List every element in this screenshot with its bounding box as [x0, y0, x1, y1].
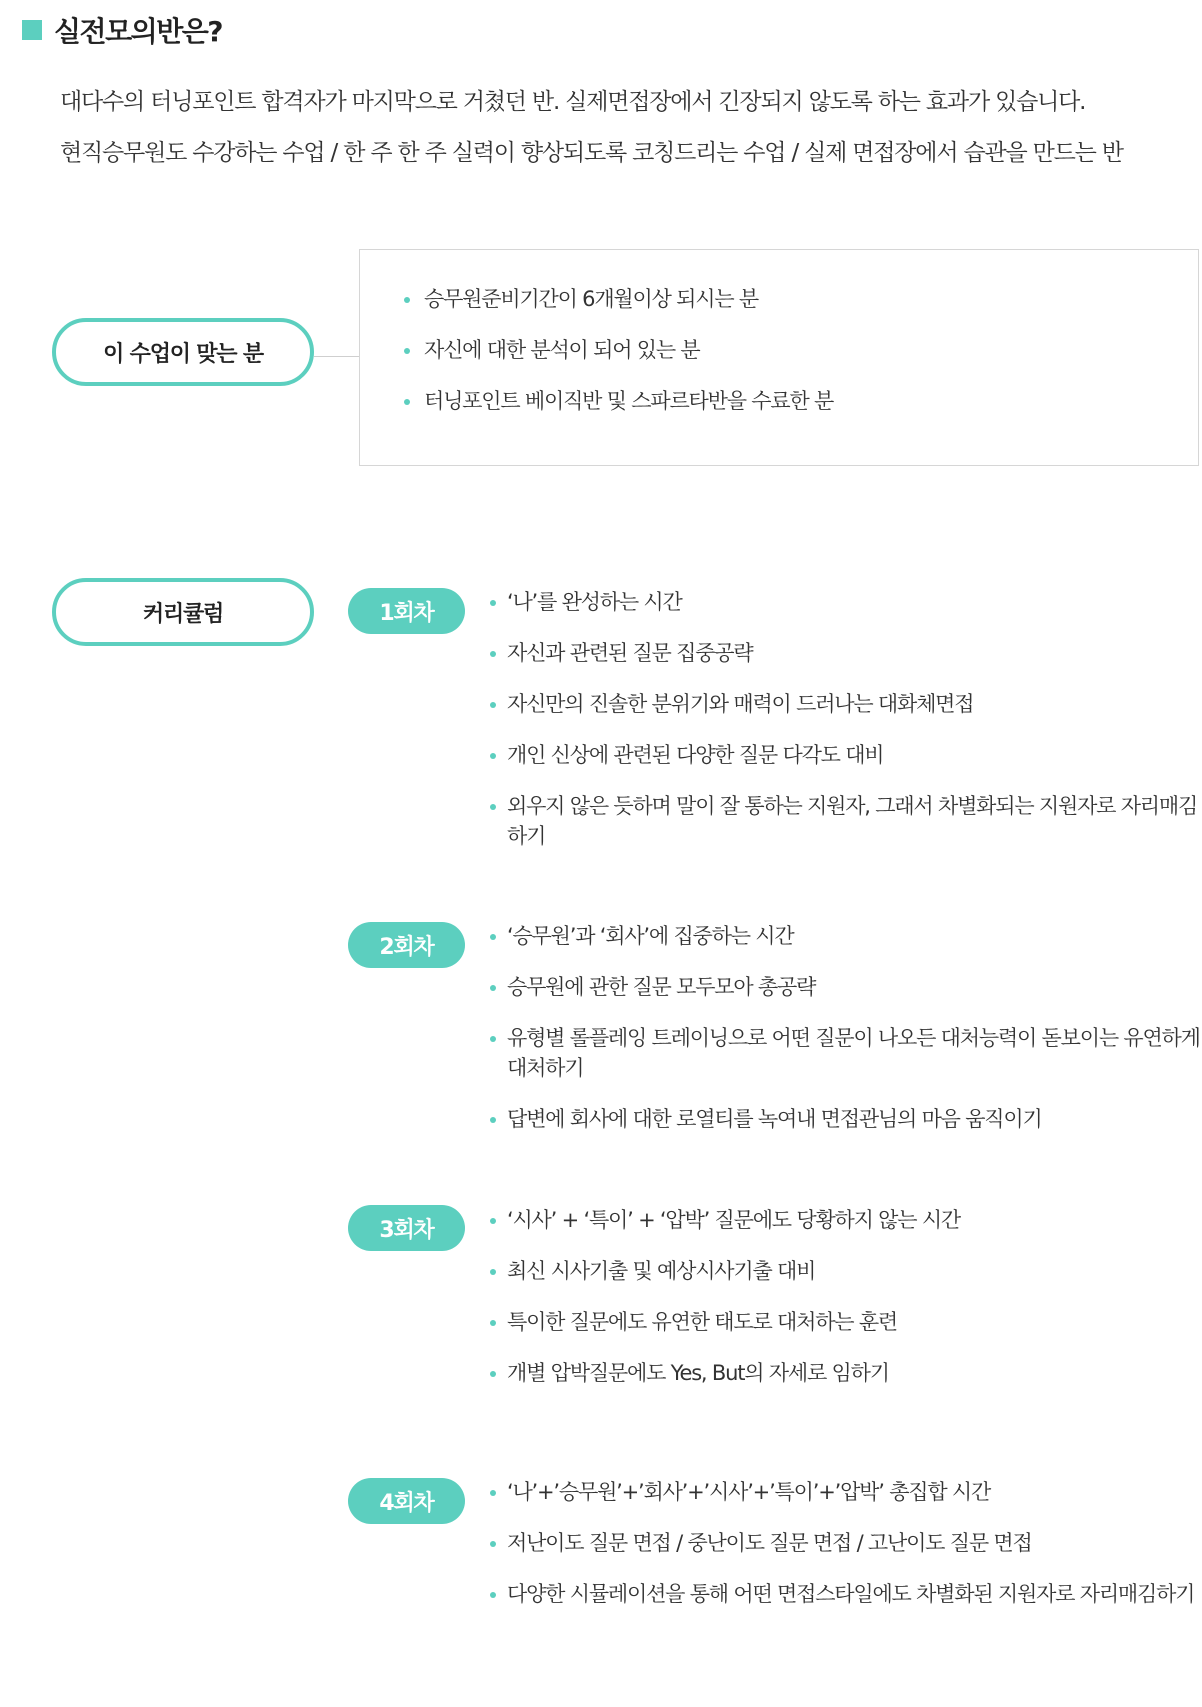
curriculum-label-pill: 커리큘럼 [52, 578, 314, 646]
intro-line-1: 대다수의 터닝포인트 합격자가 마지막으로 거쳤던 반. 실제면접장에서 긴장되지 않도록 하는 효과가 있습니다. [60, 89, 1086, 115]
session-item [490, 972, 1200, 1002]
session-item [490, 1256, 1200, 1286]
fit-item [404, 388, 833, 439]
session-item-text: 승무원에 관한 질문 모두모아 총공략 [507, 975, 816, 999]
bullet-dot-icon [404, 297, 410, 303]
session-list-4 [490, 1477, 1200, 1630]
fit-box [359, 249, 1199, 466]
page-title: 실전모의반은? [54, 15, 223, 48]
bullet-dot-icon [490, 702, 496, 708]
session-item-text: 다양한 시뮬레이션을 통해 어떤 면접스타일에도 차별화된 지원자로 자리매김하기 [507, 1582, 1195, 1606]
session-item [490, 689, 1200, 719]
session-item [490, 1023, 1200, 1083]
session-item-text: ‘나’+’승무원’+’회사’+’시사’+’특이’+’압박’ 총집합 시간 [507, 1480, 991, 1504]
session-item-text: ‘시사’ + ‘특이’ + ‘압박’ 질문에도 당황하지 않는 시간 [507, 1208, 960, 1232]
bullet-dot-icon [490, 753, 496, 759]
fit-connector-line [314, 356, 360, 357]
bullet-dot-icon [404, 348, 410, 354]
session-item [490, 921, 1200, 951]
session-item-text: 저난이도 질문 면접 / 중난이도 질문 면접 / 고난이도 질문 면접 [507, 1531, 1032, 1555]
session-item [490, 1104, 1200, 1134]
session-item-text: ‘나’를 완성하는 시간 [507, 590, 682, 614]
session-item-text: 특이한 질문에도 유연한 태도로 대처하는 훈련 [507, 1310, 898, 1334]
section-header [22, 10, 222, 50]
session-item-text: 답변에 회사에 대한 로열티를 녹여내 면접관님의 마음 움직이기 [507, 1107, 1042, 1131]
session-item [490, 1307, 1200, 1337]
session-item [490, 791, 1200, 851]
session-item-text: 개별 압박질문에도 Yes, But의 자세로 임하기 [507, 1361, 889, 1385]
bullet-dot-icon [490, 600, 496, 606]
session-item-text: 자신만의 진솔한 분위기와 매력이 드러나는 대화체면접 [507, 692, 974, 716]
bullet-dot-icon [490, 1320, 496, 1326]
session-item-text: 자신과 관련된 질문 집중공략 [507, 641, 753, 665]
bullet-dot-icon [490, 1269, 496, 1275]
session-list-2 [490, 921, 1200, 1155]
session-item-text: 개인 신상에 관련된 다양한 질문 다각도 대비 [507, 743, 884, 767]
session-item [490, 1358, 1200, 1388]
session-badge-3: 3회차 [348, 1205, 465, 1251]
session-item [490, 1477, 1200, 1507]
session-item [490, 740, 1200, 770]
bullet-dot-icon [404, 399, 410, 405]
bullet-dot-icon [490, 1490, 496, 1496]
session-item-text: ‘승무원’과 ‘회사’에 집중하는 시간 [507, 924, 794, 948]
bullet-dot-icon [490, 1218, 496, 1224]
bullet-dot-icon [490, 1371, 496, 1377]
fit-item-text: 자신에 대한 분석이 되어 있는 분 [424, 338, 700, 362]
session-badge-4: 4회차 [348, 1478, 465, 1524]
fit-list [404, 286, 833, 439]
session-item-text: 유형별 롤플레잉 트레이닝으로 어떤 질문이 나오든 대처능력이 돋보이는 유연하게 대처하기 [507, 1026, 1200, 1080]
fit-item-text: 터닝포인트 베이직반 및 스파르타반을 수료한 분 [424, 389, 834, 413]
bullet-dot-icon [490, 804, 496, 810]
session-item-text: 최신 시사기출 및 예상시사기출 대비 [507, 1259, 816, 1283]
session-item [490, 1528, 1200, 1558]
fit-item [404, 286, 833, 337]
bullet-dot-icon [490, 651, 496, 657]
title-square-icon [22, 20, 42, 40]
intro-line-2: 현직승무원도 수강하는 수업 / 한 주 한 주 실력이 향상되도록 코칭드리는 수업 / 실제 면접장에서 습관을 만드는 반 [60, 140, 1123, 166]
bullet-dot-icon [490, 1117, 496, 1123]
session-list-1 [490, 587, 1200, 872]
bullet-dot-icon [490, 1036, 496, 1042]
session-item [490, 587, 1200, 617]
session-item-text: 외우지 않은 듯하며 말이 잘 통하는 지원자, 그래서 차별화되는 지원자로 자리매김하기 [507, 794, 1198, 848]
session-item [490, 638, 1200, 668]
session-badge-1: 1회차 [348, 588, 465, 634]
bullet-dot-icon [490, 985, 496, 991]
fit-item [404, 337, 833, 388]
bullet-dot-icon [490, 934, 496, 940]
session-list-3 [490, 1205, 1200, 1409]
session-item [490, 1205, 1200, 1235]
fit-label-pill: 이 수업이 맞는 분 [52, 318, 314, 386]
session-badge-2: 2회차 [348, 922, 465, 968]
fit-item-text: 승무원준비기간이 6개월이상 되시는 분 [424, 287, 758, 311]
bullet-dot-icon [490, 1541, 496, 1547]
bullet-dot-icon [490, 1592, 496, 1598]
session-item [490, 1579, 1200, 1609]
